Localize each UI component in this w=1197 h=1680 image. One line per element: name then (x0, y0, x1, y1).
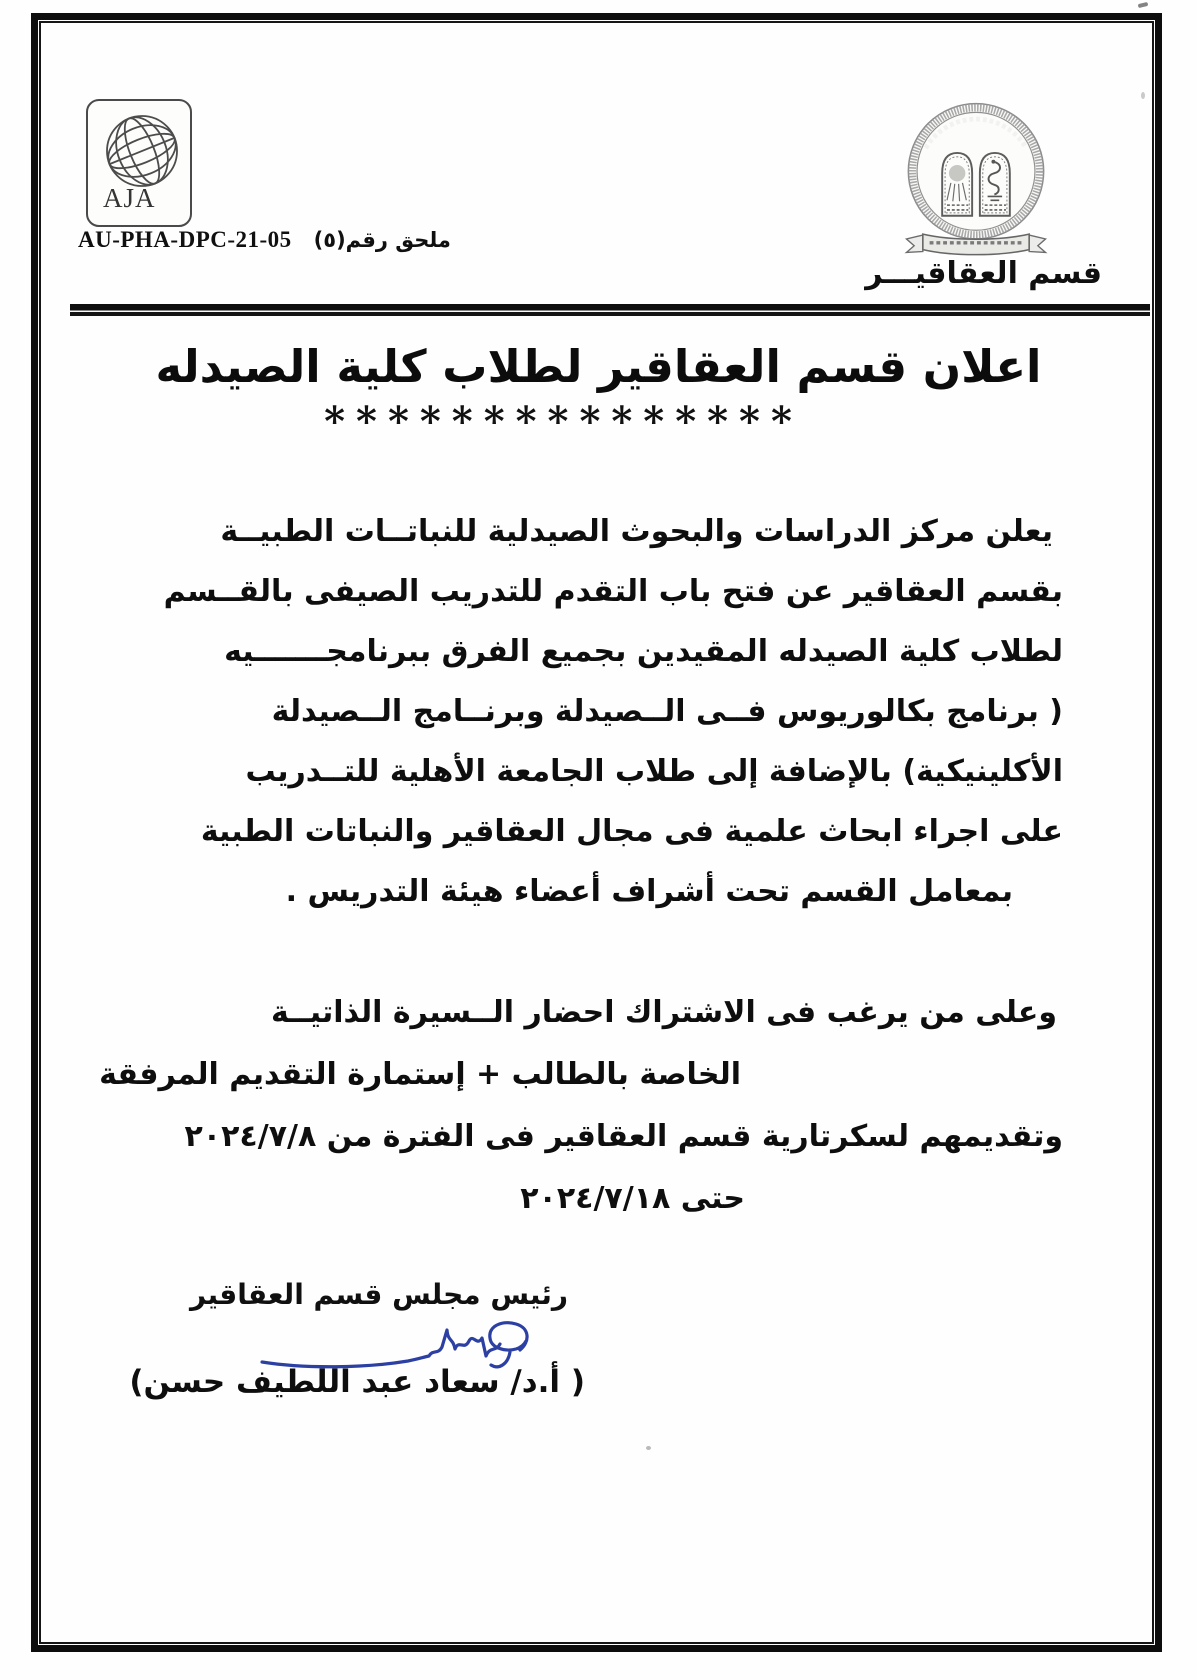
aja-logo (86, 99, 192, 227)
scan-artifact (1138, 2, 1149, 8)
scan-speck (1141, 92, 1145, 99)
scan-speck (646, 1446, 651, 1450)
body-line: بقسم العقاقير عن فتح باب التقدم للتدريب الصيفى بالقــسم (163, 574, 1063, 609)
body-line: الأكلينيكية) بالإضافة إلى طلاب الجامعة الأهلية للتــدريب (245, 754, 1063, 789)
faculty-seal-icon (893, 94, 1059, 266)
body-line: حتى ٢٠٢٤/٧/١٨ (520, 1181, 745, 1216)
appendix-number: ملحق رقم(٥) (313, 228, 451, 252)
body-line: وتقديمهم لسكرتارية قسم العقاقير فى الفترة من ٢٠٢٤/٧/٨ (184, 1119, 1063, 1154)
doc-code-line (78, 227, 451, 253)
body-line: وعلى من يرغب فى الاشتراك احضار الــسيرة الذاتيــة (271, 995, 1057, 1030)
body-line: بمعامل القسم تحت أشراف أعضاء هيئة التدريس . (285, 874, 1013, 909)
signature-name: ( أ.د/ سعاد عبد اللطيف حسن) (129, 1364, 585, 1400)
body-line: الخاصة بالطالب + إستمارة التقديم المرفقة (99, 1057, 741, 1092)
signature-role: رئيس مجلس قسم العقاقير (190, 1278, 568, 1311)
header-divider (70, 304, 1150, 316)
announcement-title: اعلان قسم العقاقير لطلاب كلية الصيدله (155, 340, 1042, 393)
body-line: يعلن مركز الدراسات والبحوث الصيدلية للنباتــات الطبيــة (220, 514, 1053, 549)
announcement-body (99, 502, 1063, 1230)
doc-code: AU-PHA-DPC-21-05 (78, 227, 292, 252)
globe-icon (88, 101, 190, 225)
body-line: ( برنامج بكالوريوس فــى الــصيدلة وبرنــامج الــصيدلة (271, 694, 1063, 729)
department-label: قسم العقاقيـــر (865, 256, 1102, 291)
body-line: على اجراء ابحاث علمية فى مجال العقاقير والنباتات الطبية (200, 814, 1063, 849)
title-separator: *************** (324, 398, 803, 445)
paragraph-gap (99, 922, 1063, 982)
body-line: لطلاب كلية الصيدله المقيدين بجميع الفرق ببرنامجـــــــيه (224, 634, 1063, 669)
aja-logo-label: AJA (103, 183, 156, 213)
